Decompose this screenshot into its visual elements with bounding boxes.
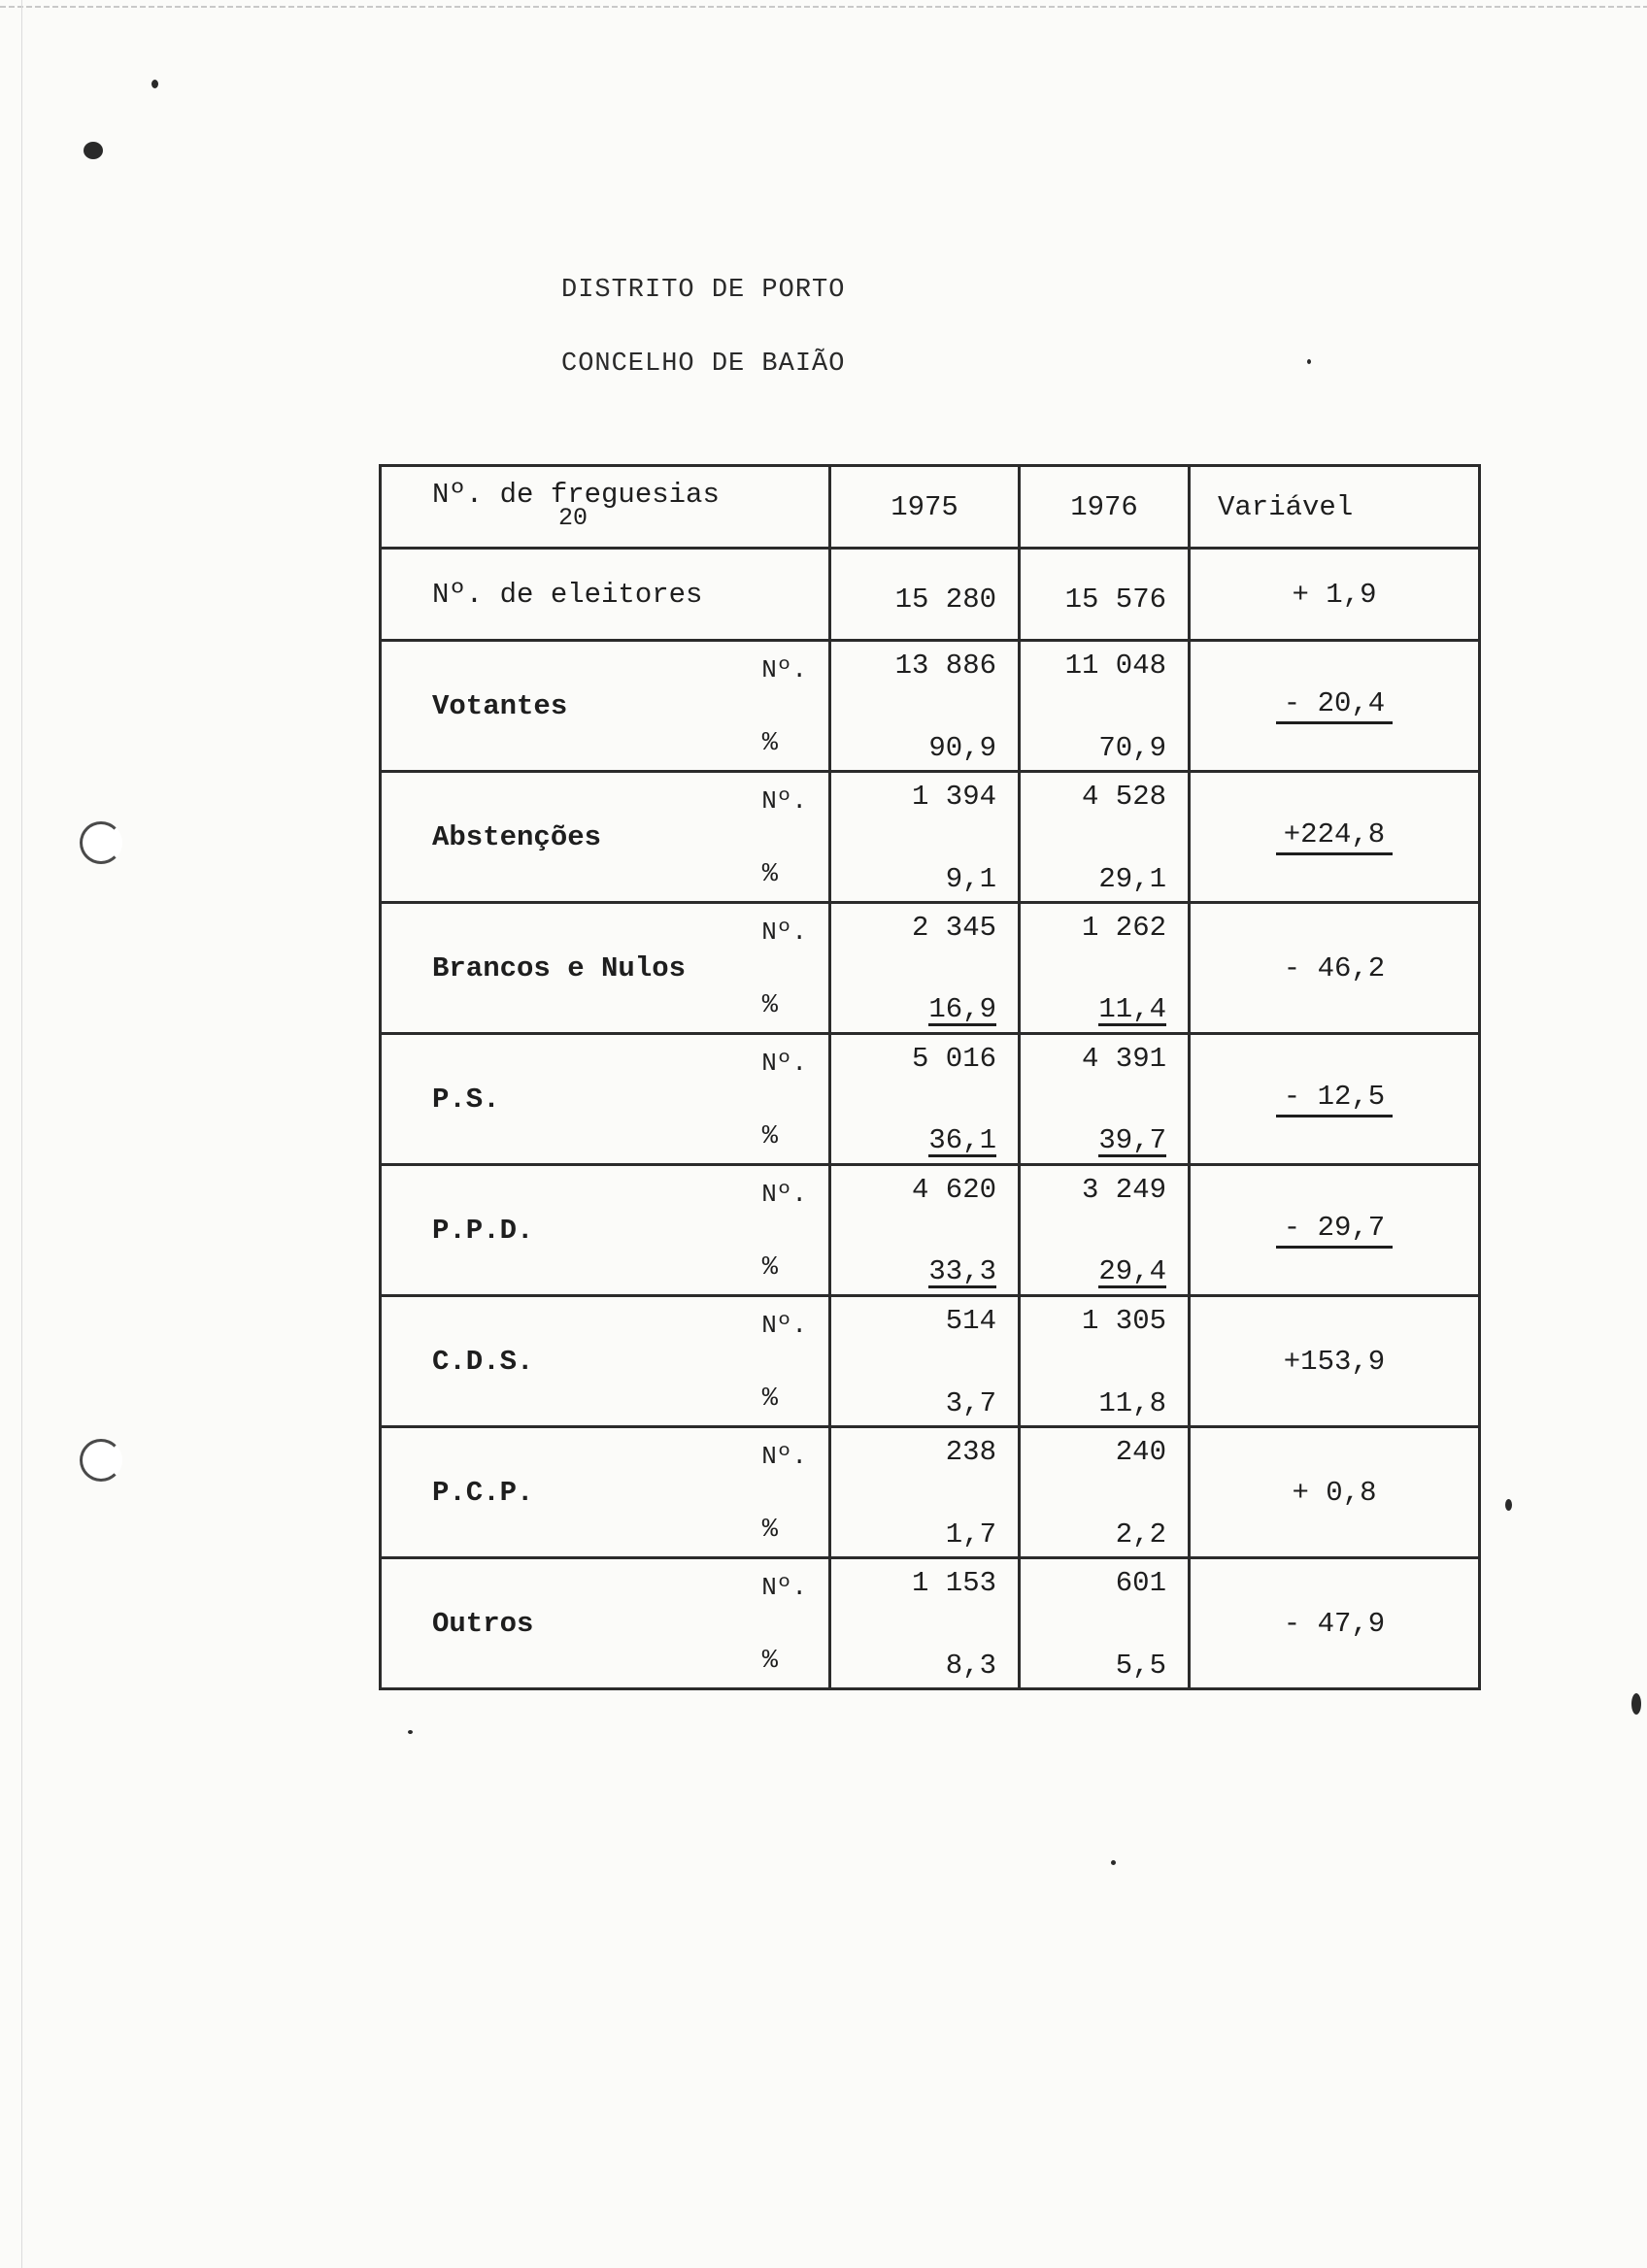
- percent-1975: 9,1: [945, 863, 996, 895]
- year-1975-cell: [830, 1296, 1020, 1427]
- row-label: P.C.P.: [432, 1476, 534, 1509]
- count-1976: 11 048: [1064, 650, 1166, 682]
- row-label-cell: [381, 772, 830, 903]
- variation-cell: [1190, 1296, 1480, 1427]
- district-title: DISTRITO DE PORTO: [561, 276, 846, 305]
- scan-speck: [1111, 1860, 1116, 1865]
- variation-value: + 0,8: [1292, 1476, 1377, 1509]
- number-tag: Nº.: [761, 1442, 807, 1471]
- row-label: Votantes: [432, 689, 568, 722]
- year-1975-cell: [830, 772, 1020, 903]
- count-1975: 5 016: [911, 1043, 996, 1075]
- electors-variation: + 1,9: [1190, 549, 1480, 641]
- year-1976-cell: [1020, 1427, 1190, 1558]
- variation-value: +224,8: [1276, 818, 1393, 855]
- scan-speck: [1631, 1693, 1641, 1715]
- scan-margin-line: [21, 0, 22, 2268]
- number-tag: Nº.: [761, 1180, 807, 1209]
- scan-speck: [1505, 1499, 1512, 1511]
- punch-hole: [80, 1439, 122, 1482]
- electors-label: Nº. de eleitores: [381, 549, 830, 641]
- table-row: [381, 1427, 1480, 1558]
- scan-speck: [151, 80, 158, 88]
- year-1975-cell: [830, 903, 1020, 1034]
- parishes-cell: [381, 466, 830, 549]
- variation-value: - 20,4: [1276, 687, 1393, 724]
- count-1975: 1 153: [911, 1567, 996, 1599]
- punch-hole: [80, 821, 122, 864]
- percent-tag: %: [761, 1122, 778, 1151]
- year-1976-header: 1976: [1020, 466, 1190, 549]
- percent-tag: %: [761, 729, 778, 758]
- variation-value: - 29,7: [1276, 1212, 1393, 1249]
- percent-1975: 16,9: [928, 993, 996, 1025]
- percent-1975: 8,3: [945, 1650, 996, 1682]
- row-label-cell: [381, 1296, 830, 1427]
- count-1975: 4 620: [911, 1174, 996, 1206]
- row-label: P.S.: [432, 1083, 500, 1116]
- row-label-cell: [381, 903, 830, 1034]
- percent-1976: 11,4: [1098, 993, 1166, 1025]
- table-header-row: [381, 466, 1480, 549]
- count-1975: 1 394: [911, 781, 996, 813]
- percent-tag: %: [761, 1384, 778, 1414]
- variation-cell: [1190, 1165, 1480, 1296]
- year-1976-cell: [1020, 1296, 1190, 1427]
- year-1976-cell: [1020, 772, 1190, 903]
- percent-1976: 2,2: [1115, 1518, 1166, 1551]
- percent-1976: 39,7: [1098, 1124, 1166, 1156]
- variation-value: - 46,2: [1283, 951, 1386, 984]
- electors-1975: 15 280: [830, 549, 1020, 641]
- scan-edge-line: [0, 6, 1647, 8]
- year-1976-cell: [1020, 1558, 1190, 1689]
- number-tag: Nº.: [761, 655, 807, 684]
- variation-header: Variável: [1190, 466, 1480, 549]
- variation-value: +153,9: [1283, 1345, 1386, 1378]
- row-label-cell: [381, 641, 830, 772]
- row-label: C.D.S.: [432, 1345, 534, 1378]
- percent-1975: 3,7: [945, 1387, 996, 1419]
- count-1976: 1 305: [1081, 1305, 1166, 1337]
- count-1976: 240: [1115, 1436, 1166, 1468]
- row-label-cell: [381, 1427, 830, 1558]
- percent-tag: %: [761, 991, 778, 1020]
- electors-1976: 15 576: [1020, 549, 1190, 641]
- year-1975-header: 1975: [830, 466, 1020, 549]
- parishes-count: 20: [558, 504, 588, 532]
- percent-1976: 29,4: [1098, 1255, 1166, 1287]
- percent-1976: 70,9: [1098, 732, 1166, 764]
- number-tag: Nº.: [761, 1049, 807, 1078]
- scan-speck: [408, 1730, 413, 1734]
- count-1975: 514: [945, 1305, 996, 1337]
- row-label: Outros: [432, 1607, 534, 1640]
- electors-row: [381, 549, 1480, 641]
- year-1975-cell: [830, 1558, 1020, 1689]
- percent-tag: %: [761, 1516, 778, 1545]
- percent-tag: %: [761, 860, 778, 889]
- row-label-cell: [381, 1558, 830, 1689]
- scan-speck: [1307, 359, 1311, 364]
- percent-1975: 1,7: [945, 1518, 996, 1551]
- percent-1975: 90,9: [928, 732, 996, 764]
- year-1975-cell: [830, 1427, 1020, 1558]
- table-row: [381, 903, 1480, 1034]
- year-1976-cell: [1020, 1034, 1190, 1165]
- number-tag: Nº.: [761, 1311, 807, 1340]
- count-1975: 2 345: [911, 912, 996, 944]
- percent-1975: 33,3: [928, 1255, 996, 1287]
- parishes-label: Nº. de freguesias: [432, 479, 720, 511]
- percent-1976: 11,8: [1098, 1387, 1166, 1419]
- count-1976: 1 262: [1081, 912, 1166, 944]
- count-1976: 601: [1115, 1567, 1166, 1599]
- year-1976-cell: [1020, 903, 1190, 1034]
- results-table: [379, 464, 1481, 1690]
- row-label: P.P.D.: [432, 1214, 534, 1247]
- percent-1976: 5,5: [1115, 1650, 1166, 1682]
- variation-cell: [1190, 903, 1480, 1034]
- count-1976: 4 391: [1081, 1043, 1166, 1075]
- row-label: Abstenções: [432, 820, 602, 853]
- table-row: [381, 1558, 1480, 1689]
- year-1976-cell: [1020, 1165, 1190, 1296]
- council-title: CONCELHO DE BAIÃO: [561, 350, 846, 379]
- percent-tag: %: [761, 1253, 778, 1283]
- table-row: [381, 1034, 1480, 1165]
- table-row: [381, 1296, 1480, 1427]
- row-label-cell: [381, 1165, 830, 1296]
- table-row: [381, 772, 1480, 903]
- variation-cell: [1190, 772, 1480, 903]
- count-1976: 3 249: [1081, 1174, 1166, 1206]
- scan-speck: [84, 142, 103, 159]
- year-1975-cell: [830, 1165, 1020, 1296]
- table-row: [381, 1165, 1480, 1296]
- percent-1976: 29,1: [1098, 863, 1166, 895]
- variation-cell: [1190, 1427, 1480, 1558]
- variation-cell: [1190, 1034, 1480, 1165]
- row-label-cell: [381, 1034, 830, 1165]
- percent-tag: %: [761, 1647, 778, 1676]
- variation-cell: [1190, 641, 1480, 772]
- count-1976: 4 528: [1081, 781, 1166, 813]
- year-1976-cell: [1020, 641, 1190, 772]
- year-1975-cell: [830, 1034, 1020, 1165]
- count-1975: 13 886: [894, 650, 996, 682]
- number-tag: Nº.: [761, 786, 807, 816]
- number-tag: Nº.: [761, 1573, 807, 1602]
- percent-1975: 36,1: [928, 1124, 996, 1156]
- variation-cell: [1190, 1558, 1480, 1689]
- table-row: [381, 641, 1480, 772]
- variation-value: - 12,5: [1276, 1081, 1393, 1117]
- year-1975-cell: [830, 641, 1020, 772]
- row-label: Brancos e Nulos: [432, 951, 687, 984]
- number-tag: Nº.: [761, 917, 807, 947]
- count-1975: 238: [945, 1436, 996, 1468]
- variation-value: - 47,9: [1283, 1607, 1386, 1640]
